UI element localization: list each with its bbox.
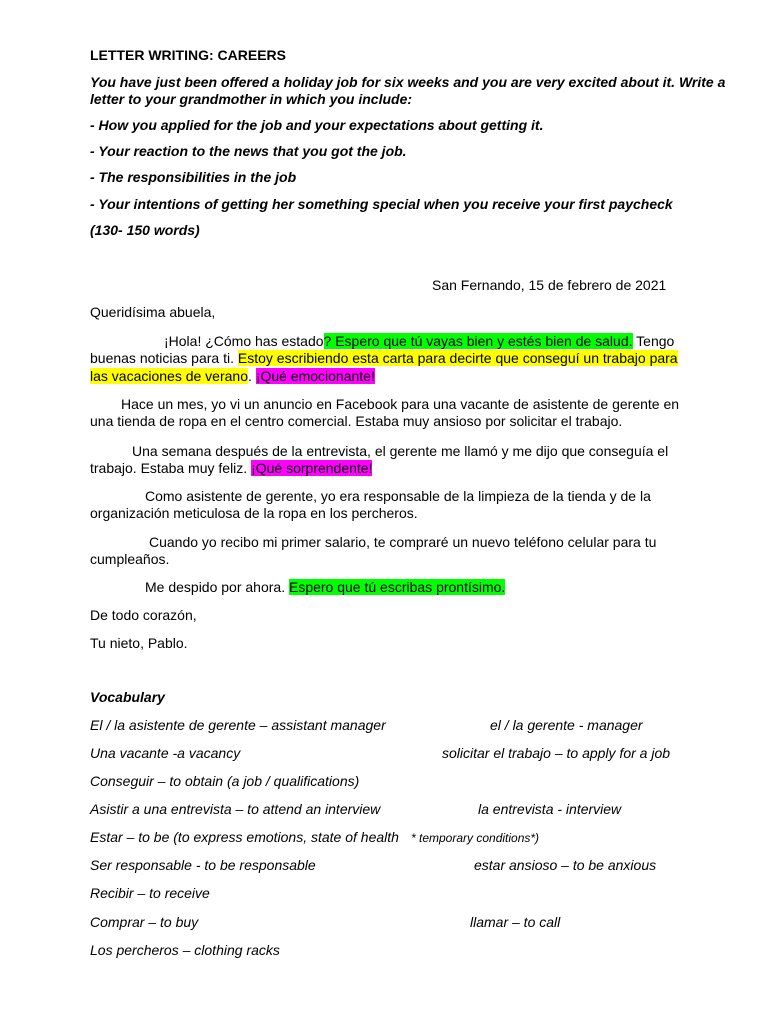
vocab-left: Comprar – to buy	[90, 914, 199, 930]
vocab-right: llamar – to call	[470, 914, 561, 930]
paragraph-2-line-2: una tienda de ropa en el centro comercial. Estaba muy ansioso por solicitar el trabajo.	[90, 413, 623, 429]
paragraph-1-line-2	[90, 349, 678, 367]
vocab-right: * temporary conditions*)	[411, 831, 540, 845]
paragraph-3-line-1: Una semana después de la entrevista, el gerente me llamó y me dijo que conseguía el	[132, 443, 669, 459]
paragraph-4-line-1: Como asistente de gerente, yo era responsable de la limpieza de la tienda y de la	[145, 488, 651, 504]
highlight-green: Espero que tú escribas prontísimo.	[288, 579, 506, 595]
prompt-bullet: - The responsibilities in the job	[90, 169, 297, 185]
vocab-left: Recibir – to receive	[90, 885, 210, 901]
letter-signature: Tu nieto, Pablo.	[90, 635, 188, 651]
highlight-yellow: Estoy escribiendo esta carta para decirte que conseguí un trabajo para	[237, 350, 678, 366]
vocab-left: Asistir a una entrevista – to attend an interview	[90, 801, 381, 817]
letter-closing: De todo corazón,	[90, 607, 197, 623]
text: ¡Hola! ¿Cómo has estado	[164, 333, 324, 349]
highlight-magenta: ¡Qué emocionante!	[255, 368, 375, 384]
vocab-right: estar ansioso – to be anxious	[474, 857, 657, 873]
highlight-green: ? Espero que tú vayas bien y estés bien de salud.	[323, 333, 633, 349]
vocab-left: Ser responsable - to be responsable	[90, 857, 316, 873]
vocab-right: la entrevista - interview	[478, 801, 622, 817]
prompt-bullet: - Your intentions of getting her something special when you receive your first paycheck	[90, 196, 673, 212]
vocab-left: Una vacante -a vacancy	[90, 745, 241, 761]
vocab-right: solicitar el trabajo – to apply for a job	[442, 745, 671, 761]
paragraph-3-line-2	[90, 459, 372, 477]
text: trabajo. Estaba muy feliz.	[90, 460, 252, 476]
text: buenas noticias para ti.	[90, 350, 238, 366]
text: Me despido por ahora.	[145, 579, 289, 595]
highlight-yellow: las vacaciones de verano	[90, 368, 248, 384]
text: .	[248, 368, 256, 384]
letter-salutation: Queridísima abuela,	[90, 304, 216, 320]
paragraph-1-line-3	[90, 367, 375, 385]
vocab-left: Los percheros – clothing racks	[90, 942, 280, 958]
text: Tengo	[632, 333, 675, 349]
paragraph-6	[145, 578, 505, 596]
paragraph-5-line-1: Cuando yo recibo mi primer salario, te compraré un nuevo teléfono celular para tu	[149, 534, 657, 550]
vocab-right: el / la gerente - manager	[490, 717, 643, 733]
document-title: LETTER WRITING: CAREERS	[90, 47, 286, 63]
prompt-bullet: - Your reaction to the news that you got the job.	[90, 143, 407, 159]
paragraph-2-line-1: Hace un mes, yo vi un anuncio en Facebook para una vacante de asistente de gerente en	[121, 396, 680, 412]
letter-date: San Fernando, 15 de febrero de 2021	[432, 277, 667, 293]
prompt-bullet: - How you applied for the job and your expectations about getting it.	[90, 117, 544, 133]
highlight-magenta: ¡Qué sorprendente!	[251, 460, 373, 476]
vocab-left: El / la asistente de gerente – assistant manager	[90, 717, 386, 733]
vocab-left: Estar – to be (to express emotions, state of health	[90, 829, 399, 845]
word-count: (130- 150 words)	[90, 222, 200, 238]
paragraph-4-line-2: organización meticulosa de la ropa en los percheros.	[90, 505, 418, 521]
paragraph-5-line-2: cumpleaños.	[90, 551, 170, 567]
prompt-intro-line-1: You have just been offered a holiday job for six weeks and you are very excited about it. Write a	[90, 74, 726, 90]
paragraph-1-line-1	[164, 332, 674, 350]
vocabulary-heading: Vocabulary	[90, 689, 165, 705]
prompt-intro-line-2: letter to your grandmother in which you include:	[90, 91, 413, 107]
vocab-left: Conseguir – to obtain (a job / qualifications)	[90, 773, 360, 789]
